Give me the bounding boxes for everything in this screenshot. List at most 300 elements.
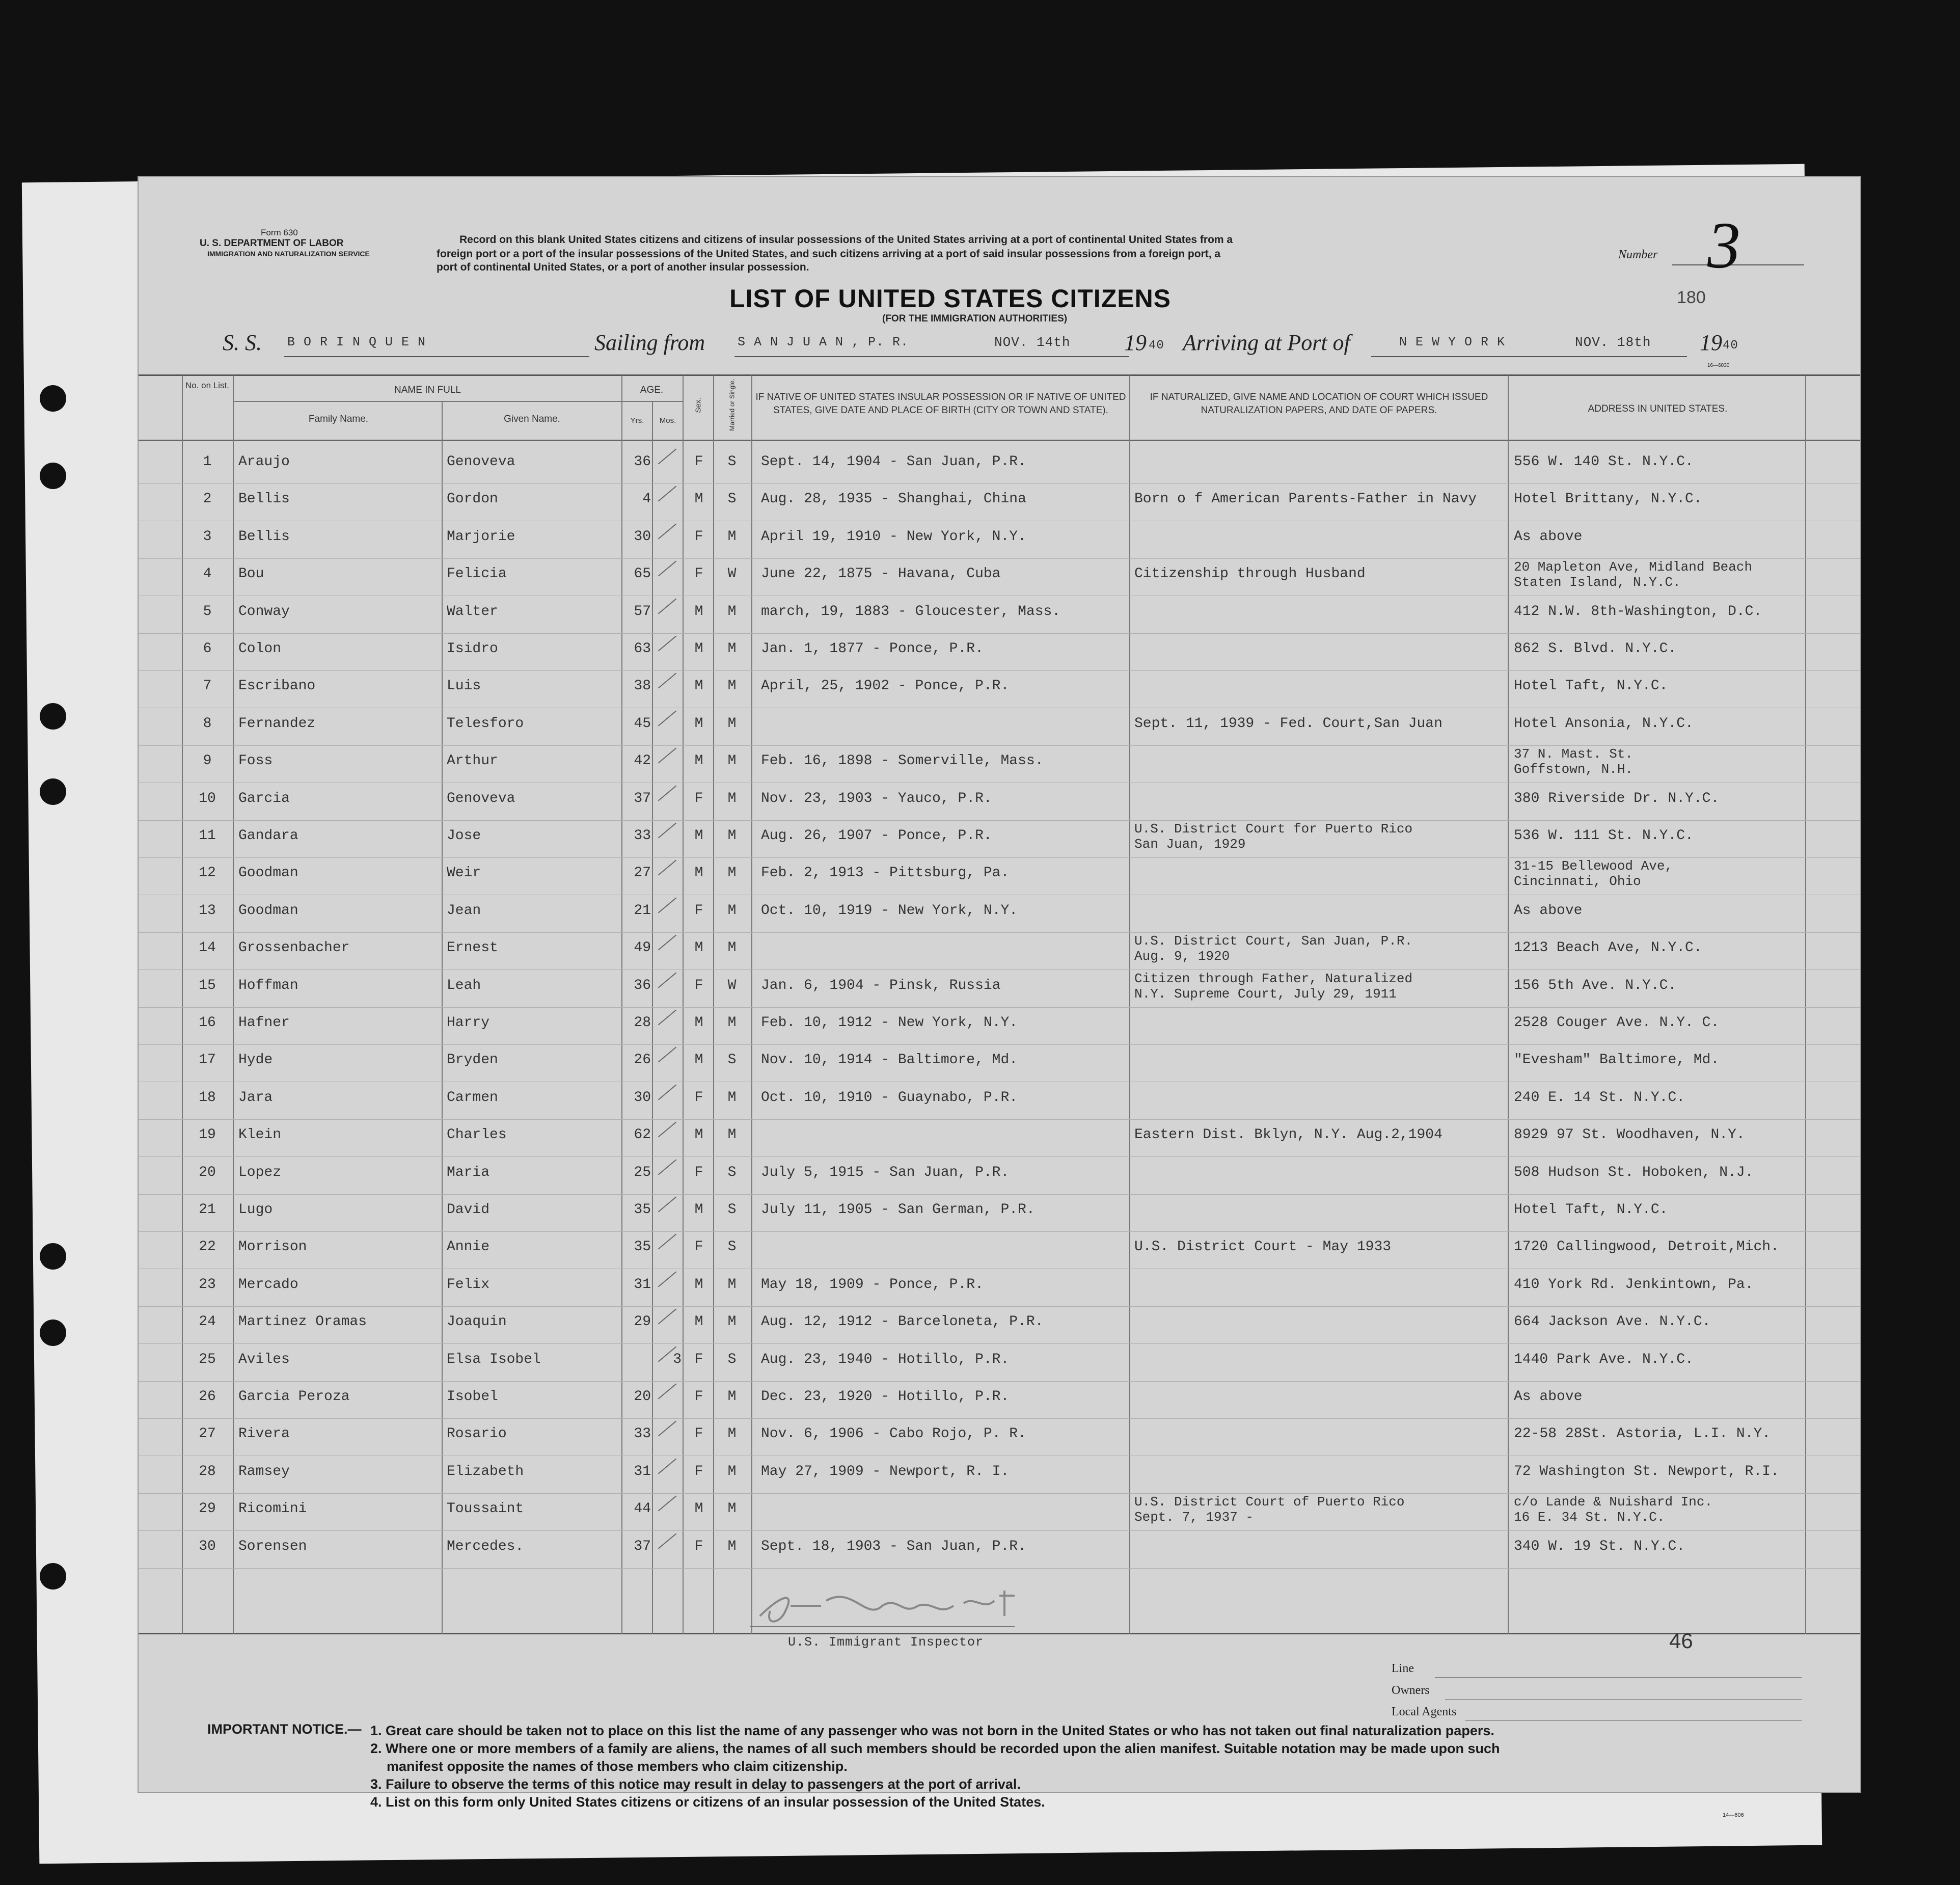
sailing-label: Sailing from	[594, 330, 705, 355]
cell-yrs: 31	[634, 1463, 651, 1479]
cell-nat: San Juan, 1929	[1134, 837, 1246, 852]
cell-family: Hyde	[238, 1052, 273, 1068]
cell-birth: Feb. 16, 1898 - Somerville, Mass.	[761, 753, 1044, 769]
cell-given: Bryden	[447, 1052, 498, 1068]
form-number: Form 630	[261, 228, 298, 237]
cell-ms: S	[727, 491, 737, 507]
cell-birth: Sept. 14, 1904 - San Juan, P.R.	[761, 454, 1026, 470]
year-suffix-arrive: 40	[1723, 339, 1738, 353]
cell-addr: Cincinnati, Ohio	[1514, 874, 1641, 890]
notice-item-2: 2. Where one or more members of a family are aliens, the names of all such members should be recorded upon the alien manifest. Suitable notation may be made upon such	[370, 1741, 1500, 1756]
cell-birth: April 19, 1910 - New York, N.Y.	[761, 528, 1026, 545]
cell-sex: F	[694, 454, 703, 470]
cell-birth: Feb. 2, 1913 - Pittsburg, Pa.	[761, 865, 1010, 881]
cell-addr: Hotel Ansonia, N.Y.C.	[1514, 715, 1694, 732]
cell-no: 18	[199, 1089, 216, 1106]
year-prefix-arrive: 19	[1700, 330, 1722, 355]
cell-sex: F	[694, 1089, 703, 1106]
cell-given: Toussaint	[447, 1501, 524, 1517]
cell-no: 28	[199, 1463, 216, 1479]
col-given-header: Given Name.	[504, 414, 560, 424]
cell-addr: 8929 97 St. Woodhaven, N.Y.	[1514, 1127, 1745, 1143]
cell-no: 7	[203, 678, 212, 694]
cell-given: Maria	[447, 1164, 490, 1180]
cell-nat: U.S. District Court for Puerto Rico	[1134, 821, 1413, 837]
binder-hole	[40, 1243, 66, 1270]
binder-hole	[40, 1320, 66, 1346]
check-mark	[658, 710, 677, 726]
cell-nat: Aug. 9, 1920	[1134, 949, 1230, 964]
cell-ms: M	[727, 715, 737, 732]
check-mark	[658, 1496, 677, 1512]
cell-ms: W	[727, 566, 737, 582]
cell-sex: M	[694, 753, 703, 769]
cell-addr: 536 W. 111 St. N.Y.C.	[1514, 828, 1694, 844]
check-mark	[658, 1084, 677, 1100]
cell-sex: M	[694, 1127, 703, 1143]
table-row	[139, 1531, 1860, 1569]
cell-given: Genoveva	[447, 790, 515, 806]
cell-addr: 1213 Beach Ave, N.Y.C.	[1514, 940, 1702, 956]
cell-addr: 240 E. 14 St. N.Y.C.	[1514, 1089, 1685, 1106]
cell-no: 1	[203, 454, 212, 470]
cell-no: 10	[199, 790, 216, 806]
cell-no: 24	[199, 1314, 216, 1330]
cell-given: Elizabeth	[447, 1463, 524, 1479]
cell-addr: Hotel Brittany, N.Y.C.	[1514, 491, 1702, 507]
cell-family: Grossenbacher	[238, 940, 350, 956]
owners-label: Owners	[1392, 1684, 1430, 1697]
cell-given: Annie	[447, 1239, 490, 1255]
sail-date: NOV. 14th	[994, 335, 1071, 350]
cell-yrs: 30	[634, 528, 651, 545]
cell-no: 11	[199, 828, 216, 844]
ship-name: B O R I N Q U E N	[287, 335, 426, 349]
cell-given: Charles	[447, 1127, 507, 1143]
binder-hole	[40, 703, 66, 730]
cell-sex: M	[694, 828, 703, 844]
table-row	[139, 933, 1860, 970]
cell-birth: June 22, 1875 - Havana, Cuba	[761, 566, 1001, 582]
cell-yrs: 37	[634, 790, 651, 806]
instruction-line-3: port of continental United States, or a port of another insular possession.	[437, 261, 809, 273]
sail-underline	[734, 356, 1129, 357]
col-mos-header: Mos.	[659, 416, 676, 425]
cell-ms: M	[727, 1089, 737, 1106]
cell-family: Martinez Oramas	[238, 1314, 367, 1330]
cell-yrs: 27	[634, 865, 651, 881]
cell-yrs: 42	[634, 753, 651, 769]
col-married-header: Married or Single.	[728, 379, 736, 431]
cell-nat: U.S. District Court, San Juan, P.R.	[1134, 933, 1413, 949]
cell-no: 29	[199, 1501, 216, 1517]
cell-yrs: 28	[634, 1015, 651, 1031]
table-row	[139, 896, 1860, 933]
cell-yrs: 62	[634, 1127, 651, 1143]
cell-addr: As above	[1514, 528, 1583, 545]
cell-family: Mercado	[238, 1276, 298, 1292]
cell-no: 6	[203, 641, 212, 657]
cell-ms: M	[727, 790, 737, 806]
cell-addr: Hotel Taft, N.Y.C.	[1514, 1202, 1668, 1218]
bottom-mark: 14—606	[1723, 1812, 1744, 1818]
cell-given: Walter	[447, 603, 498, 620]
cell-addr: 20 Mapleton Ave, Midland Beach	[1514, 559, 1753, 575]
table-row	[139, 1457, 1860, 1494]
from-port: S A N J U A N , P. R.	[738, 335, 909, 349]
table-row	[139, 1494, 1860, 1531]
cell-birth: Jan. 6, 1904 - Pinsk, Russia	[761, 977, 1001, 993]
number-value: 3	[1707, 209, 1740, 282]
check-mark	[658, 635, 677, 651]
cell-ms: M	[727, 528, 737, 545]
cell-ms: M	[727, 1276, 737, 1292]
cell-birth: Nov. 6, 1906 - Cabo Rojo, P. R.	[761, 1426, 1026, 1442]
table-row	[139, 1195, 1860, 1232]
cell-addr: 380 Riverside Dr. N.Y.C.	[1514, 790, 1720, 806]
table-row	[139, 858, 1860, 895]
cell-yrs: 63	[634, 641, 651, 657]
cell-given: Carmen	[447, 1089, 498, 1106]
agents-label: Local Agents	[1392, 1705, 1457, 1718]
cell-mos: 3	[673, 1351, 682, 1367]
cell-addr: 412 N.W. 8th-Washington, D.C.	[1514, 603, 1762, 620]
ship-underline	[284, 356, 589, 357]
cell-sex: M	[694, 641, 703, 657]
cell-no: 20	[199, 1164, 216, 1180]
cell-given: Jose	[447, 828, 481, 844]
notice-item-1: 1. Great care should be taken not to place on this list the name of any passenger who was not born in the United States or who has not taken out final naturalization papers.	[370, 1723, 1494, 1738]
table-row	[139, 1045, 1860, 1082]
cell-given: Leah	[447, 977, 481, 993]
cell-family: Araujo	[238, 454, 290, 470]
age-header-rule	[621, 401, 683, 402]
cell-addr: Hotel Taft, N.Y.C.	[1514, 678, 1668, 694]
check-mark	[658, 785, 677, 801]
cell-no: 15	[199, 977, 216, 993]
table-row	[139, 447, 1860, 484]
cell-no: 26	[199, 1389, 216, 1405]
manifest-sheet	[138, 176, 1861, 1818]
cell-ms: M	[727, 828, 737, 844]
cell-sex: M	[694, 1314, 703, 1330]
cell-ms: S	[727, 1164, 737, 1180]
cell-addr: 31-15 Bellewood Ave,	[1514, 858, 1673, 874]
cell-ms: M	[727, 1501, 737, 1517]
cell-nat: N.Y. Supreme Court, July 29, 1911	[1134, 986, 1397, 1002]
cell-sex: F	[694, 1164, 703, 1180]
cell-sex: F	[694, 528, 703, 545]
table-row	[139, 821, 1860, 858]
cell-given: Arthur	[447, 753, 498, 769]
cell-sex: F	[694, 1426, 703, 1442]
cell-yrs: 35	[634, 1239, 651, 1255]
check-mark	[658, 448, 677, 464]
service-label: IMMIGRATION AND NATURALIZATION SERVICE	[207, 250, 370, 258]
cell-yrs: 57	[634, 603, 651, 620]
check-mark	[658, 1383, 677, 1399]
inspector-signature	[750, 1575, 1035, 1636]
notice-item-2-continued: manifest opposite the names of those members who claim citizenship.	[387, 1759, 848, 1774]
table-row	[139, 1419, 1860, 1456]
cell-given: Felix	[447, 1276, 490, 1292]
cell-addr: As above	[1514, 1389, 1583, 1405]
cell-yrs: 38	[634, 678, 651, 694]
binder-hole	[40, 778, 66, 805]
table-row	[139, 559, 1860, 596]
cell-given: Joaquin	[447, 1314, 507, 1330]
col-yrs-header: Yrs.	[630, 416, 644, 425]
year-suffix-sail: 40	[1149, 339, 1164, 353]
cell-addr: 508 Hudson St. Hoboken, N.J.	[1514, 1164, 1754, 1180]
cell-no: 8	[203, 715, 212, 732]
handwritten-count: 46	[1669, 1629, 1693, 1653]
table-row	[139, 1307, 1860, 1344]
cell-addr: 340 W. 19 St. N.Y.C.	[1514, 1538, 1685, 1554]
cell-given: Luis	[447, 678, 481, 694]
page-stamp: 180	[1677, 288, 1706, 307]
cell-no: 3	[203, 528, 212, 545]
cell-family: Goodman	[238, 902, 298, 919]
col-address-header: ADDRESS IN UNITED STATES.	[1588, 403, 1728, 414]
cell-yrs: 49	[634, 940, 651, 956]
check-mark	[658, 1196, 677, 1212]
cell-given: Jean	[447, 902, 481, 919]
cell-yrs: 37	[634, 1538, 651, 1554]
table-row	[139, 1083, 1860, 1120]
table-row	[139, 709, 1860, 746]
cell-addr: "Evesham" Baltimore, Md.	[1514, 1052, 1720, 1068]
cell-addr: 156 5th Ave. N.Y.C.	[1514, 977, 1677, 993]
cell-ms: W	[727, 977, 737, 993]
cell-sex: M	[694, 491, 703, 507]
arrive-underline	[1371, 356, 1687, 357]
check-mark	[658, 972, 677, 988]
cell-sex: F	[694, 977, 703, 993]
cell-given: Isobel	[447, 1389, 498, 1405]
cell-given: David	[447, 1202, 490, 1218]
check-mark	[658, 1533, 677, 1549]
table-row	[139, 484, 1860, 521]
cell-family: Ramsey	[238, 1463, 290, 1479]
cell-no: 30	[199, 1538, 216, 1554]
cell-yrs: 31	[634, 1276, 651, 1292]
row-rule	[139, 1568, 1860, 1569]
cell-addr: 1720 Callingwood, Detroit,Mich.	[1514, 1239, 1779, 1255]
check-mark	[658, 897, 677, 913]
inspector-label: U.S. Immigrant Inspector	[788, 1635, 984, 1650]
check-mark	[658, 1009, 677, 1025]
cell-yrs: 26	[634, 1052, 651, 1068]
cell-no: 14	[199, 940, 216, 956]
check-mark	[658, 860, 677, 876]
cell-no: 23	[199, 1276, 216, 1292]
cell-birth: May 18, 1909 - Ponce, P.R.	[761, 1276, 984, 1292]
cell-birth: Aug. 12, 1912 - Barceloneta, P.R.	[761, 1314, 1044, 1330]
cell-ms: M	[727, 1463, 737, 1479]
to-port: N E W Y O R K	[1399, 335, 1506, 349]
cell-family: Hafner	[238, 1015, 290, 1031]
cell-no: 2	[203, 491, 212, 507]
cell-given: Marjorie	[447, 528, 515, 545]
cell-ms: M	[727, 902, 737, 919]
cell-addr: Goffstown, N.H.	[1514, 762, 1634, 777]
cell-nat: Sept. 11, 1939 - Fed. Court,San Juan	[1134, 715, 1442, 732]
cell-yrs: 33	[634, 1426, 651, 1442]
header-divider	[139, 440, 1860, 441]
cell-sex: F	[694, 1463, 703, 1479]
cell-yrs: 4	[642, 491, 651, 507]
cell-nat: Citizenship through Husband	[1134, 566, 1366, 582]
cell-no: 5	[203, 603, 212, 620]
signature-line	[750, 1626, 1015, 1627]
check-mark	[658, 1271, 677, 1287]
cell-ms: M	[727, 1314, 737, 1330]
cell-ms: M	[727, 678, 737, 694]
table-row	[139, 784, 1860, 821]
cell-given: Mercedes.	[447, 1538, 524, 1554]
cell-family: Escribano	[238, 678, 316, 694]
form-title: LIST OF UNITED STATES CITIZENS	[729, 284, 1172, 313]
cell-sex: F	[694, 790, 703, 806]
check-mark	[658, 673, 677, 689]
cell-birth: Nov. 10, 1914 - Baltimore, Md.	[761, 1052, 1018, 1068]
cell-family: Aviles	[238, 1351, 290, 1367]
cell-no: 21	[199, 1202, 216, 1218]
cell-family: Garcia	[238, 790, 290, 806]
arrive-date: NOV. 18th	[1575, 335, 1651, 350]
number-label: Number	[1618, 248, 1658, 261]
cell-no: 13	[199, 902, 216, 919]
cell-ms: M	[727, 641, 737, 657]
cell-no: 27	[199, 1426, 216, 1442]
cell-addr: 410 York Rd. Jenkintown, Pa.	[1514, 1276, 1754, 1292]
cell-given: Rosario	[447, 1426, 507, 1442]
cell-birth: Aug. 23, 1940 - Hotillo, P.R.	[761, 1351, 1010, 1367]
cell-birth: Feb. 10, 1912 - New York, N.Y.	[761, 1015, 1018, 1031]
cell-sex: F	[694, 902, 703, 919]
cell-addr: 72 Washington St. Newport, R.I.	[1514, 1463, 1779, 1479]
check-mark	[658, 486, 677, 502]
cell-sex: M	[694, 715, 703, 732]
cell-sex: M	[694, 1501, 703, 1517]
form-subtitle: (FOR THE IMMIGRATION AUTHORITIES)	[882, 313, 1068, 324]
cell-family: Lopez	[238, 1164, 282, 1180]
cell-addr: 2528 Couger Ave. N.Y. C.	[1514, 1015, 1720, 1031]
cell-family: Jara	[238, 1089, 273, 1106]
cell-given: Felicia	[447, 566, 507, 582]
cell-family: Rivera	[238, 1426, 290, 1442]
cell-sex: M	[694, 1052, 703, 1068]
cell-family: Lugo	[238, 1202, 273, 1218]
binder-hole	[40, 1563, 66, 1590]
cell-sex: F	[694, 1239, 703, 1255]
cell-addr: As above	[1514, 902, 1583, 919]
cell-no: 22	[199, 1239, 216, 1255]
cell-family: Foss	[238, 753, 273, 769]
cell-yrs: 36	[634, 454, 651, 470]
cell-birth: July 11, 1905 - San German, P.R.	[761, 1202, 1035, 1218]
cell-birth: Nov. 23, 1903 - Yauco, P.R.	[761, 790, 992, 806]
cell-given: Weir	[447, 865, 481, 881]
cell-family: Klein	[238, 1127, 282, 1143]
check-mark	[658, 748, 677, 764]
binder-hole	[40, 463, 66, 489]
cell-yrs: 25	[634, 1164, 651, 1180]
table-row	[139, 634, 1860, 671]
cell-no: 17	[199, 1052, 216, 1068]
check-mark	[658, 1421, 677, 1437]
cell-given: Telesforo	[447, 715, 524, 732]
cell-given: Genoveva	[447, 454, 515, 470]
name-header-rule	[234, 401, 623, 402]
cell-birth: Aug. 28, 1935 - Shanghai, China	[761, 491, 1026, 507]
cell-ms: M	[727, 1538, 737, 1554]
cell-birth: Aug. 26, 1907 - Ponce, P.R.	[761, 828, 992, 844]
cell-ms: M	[727, 940, 737, 956]
cell-birth: march, 19, 1883 - Gloucester, Mass.	[761, 603, 1061, 620]
cell-birth: April, 25, 1902 - Ponce, P.R.	[761, 678, 1010, 694]
cell-birth: Dec. 23, 1920 - Hotillo, P.R.	[761, 1389, 1010, 1405]
cell-nat: U.S. District Court - May 1933	[1134, 1239, 1392, 1255]
cell-addr: 862 S. Blvd. N.Y.C.	[1514, 641, 1677, 657]
cell-nat: Born o f American Parents-Father in Navy	[1134, 491, 1477, 507]
cell-yrs: 20	[634, 1389, 651, 1405]
cell-birth: May 27, 1909 - Newport, R. I.	[761, 1463, 1010, 1479]
cell-sex: F	[694, 566, 703, 582]
cell-addr: 664 Jackson Ave. N.Y.C.	[1514, 1314, 1711, 1330]
check-mark	[658, 1047, 677, 1063]
notice-item-4: 4. List on this form only United States citizens or citizens of an insular possession of the United States.	[370, 1794, 1045, 1810]
cell-sex: F	[694, 1389, 703, 1405]
cell-family: Bou	[238, 566, 264, 582]
cell-family: Morrison	[238, 1239, 307, 1255]
binder-hole	[40, 385, 66, 412]
cell-family: Colon	[238, 641, 282, 657]
notice-title: IMPORTANT NOTICE.—	[207, 1721, 362, 1737]
cell-ms: S	[727, 1351, 737, 1367]
cell-yrs: 45	[634, 715, 651, 732]
cell-ms: M	[727, 1127, 737, 1143]
cell-ms: M	[727, 1426, 737, 1442]
cell-sex: M	[694, 1015, 703, 1031]
notice-item-3: 3. Failure to observe the terms of this notice may result in delay to passengers at the port of arrival.	[370, 1776, 1021, 1792]
cell-addr: 22-58 28St. Astoria, L.I. N.Y.	[1514, 1426, 1771, 1442]
cell-no: 19	[199, 1127, 216, 1143]
cell-addr: Staten Island, N.Y.C.	[1514, 575, 1681, 590]
cell-given: Gordon	[447, 491, 498, 507]
cell-no: 12	[199, 865, 216, 881]
cell-yrs: 29	[634, 1314, 651, 1330]
cell-yrs: 36	[634, 977, 651, 993]
cell-sex: M	[694, 603, 703, 620]
cell-ms: S	[727, 1052, 737, 1068]
cell-yrs: 44	[634, 1501, 651, 1517]
ss-label: S. S.	[223, 330, 262, 355]
cell-addr: 1440 Park Ave. N.Y.C.	[1514, 1351, 1694, 1367]
check-mark	[658, 523, 677, 539]
cell-yrs: 35	[634, 1202, 651, 1218]
department-label: U. S. DEPARTMENT OF LABOR	[200, 238, 344, 249]
cell-sex: M	[694, 1276, 703, 1292]
col-no-header: No. on List.	[185, 381, 229, 390]
table-row	[139, 1270, 1860, 1307]
cell-birth: July 5, 1915 - San Juan, P.R.	[761, 1164, 1010, 1180]
cell-family: Sorensen	[238, 1538, 307, 1554]
cell-no: 9	[203, 753, 212, 769]
cell-birth: Jan. 1, 1877 - Ponce, P.R.	[761, 641, 984, 657]
table-row	[139, 1008, 1860, 1045]
